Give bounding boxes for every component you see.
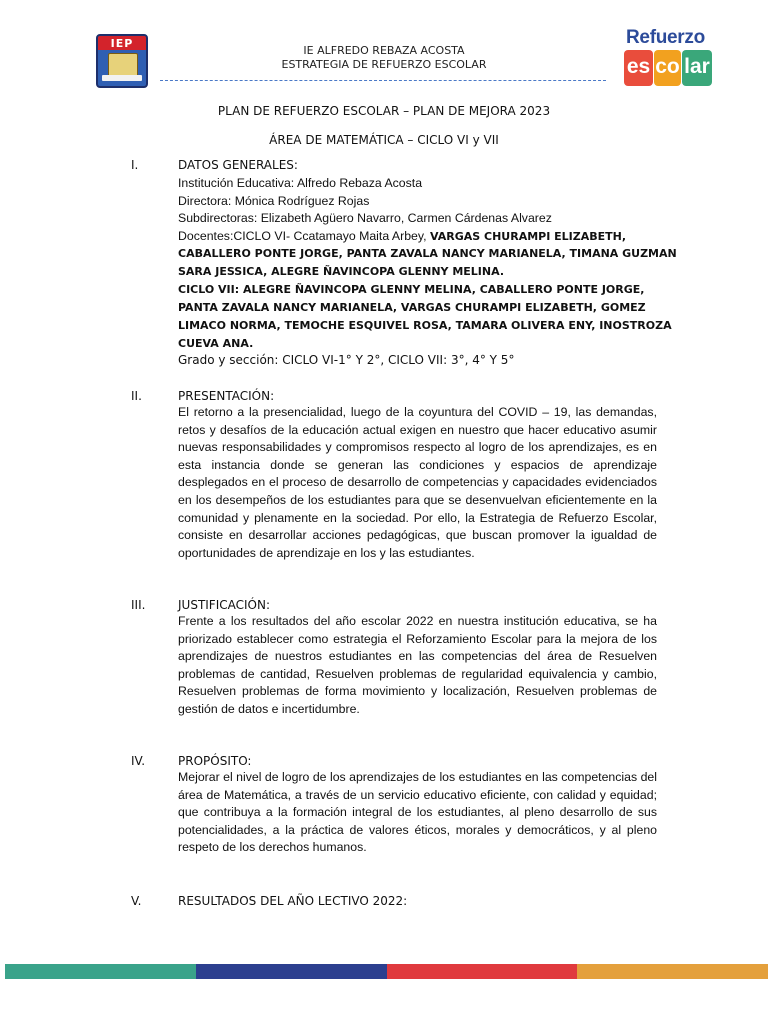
teachers-line-4: CICLO VII: ALEGRE ÑAVINCOPA GLENNY MELINA, CABALLERO PONTE JORGE, [178,283,645,297]
footer-segment-navy [196,964,387,979]
section-2-number: II. [131,389,142,403]
section-4-number: IV. [131,754,146,768]
area-title: ÁREA DE MATEMÁTICA – CICLO VI y VII [269,133,499,147]
school-crest-logo [96,34,148,88]
escolar-block-1: es [624,50,653,86]
section-4-heading: PROPÓSITO: [178,754,252,768]
section-1-number: I. [131,158,139,172]
section-3-heading: JUSTIFICACIÓN: [178,598,271,612]
document-header [160,44,608,72]
section-3-number: III. [131,598,146,612]
teachers-prefix: Docentes:CICLO VI- Ccatamayo Maita Arbey, [178,228,430,243]
teachers-line [178,228,678,246]
teachers-bold-start: VARGAS CHURAMPI ELIZABETH, [429,229,627,243]
footer-segment-teal [5,964,196,979]
refuerzo-escolar-logo [624,28,710,92]
director-line: Directora: Mónica Rodríguez Rojas [178,193,370,208]
footer-color-bar [5,964,768,979]
escolar-block-2: co [654,50,681,86]
section-5-heading: RESULTADOS DEL AÑO LECTIVO 2022: [178,894,408,908]
section-1-heading: DATOS GENERALES: [178,158,298,172]
teachers-line-2: CABALLERO PONTE JORGE, PANTA ZAVALA NANCY MARIANELA, TIMANA GUZMAN [178,247,677,261]
escolar-block-3: lar [682,50,712,86]
school-logo-text: IEP [110,37,134,50]
footer-segment-red [387,964,578,979]
escolar-logo-blocks [624,50,713,88]
plan-title: PLAN DE REFUERZO ESCOLAR – PLAN DE MEJORA 2023 [217,104,551,118]
section-3-body: Frente a los resultados del año escolar 2022 en nuestra institución educativa, se ha priorizado establecer como estrategia el Reforzamiento Escolar para la mejora de los aprendizajes de nuestros estudiantes en las competencias del área de Resuelven problemas de cantidad, Resuelven problemas de regularidad equivalencia y cambio, Resuelven problemas de forma movimiento y localización, Resuelven problemas de gestión de datos e incertidumbre. [178,614,657,716]
school-name: IE ALFREDO REBAZA ACOSTA [303,44,465,57]
teachers-line-7: CUEVA ANA. [178,337,254,351]
teachers-line-5: PANTA ZAVALA NANCY MARIANELA, VARGAS CHURAMPI ELIZABETH, GOMEZ [178,301,646,315]
refuerzo-logo-word: Refuerzo [626,27,705,48]
teachers-line-6: LIMACO NORMA, TEMOCHE ESQUIVEL ROSA, TAMARA OLIVERA ENY, INOSTROZA [178,319,672,333]
section-5-number: V. [131,894,142,908]
section-2-body: El retorno a la presencialidad, luego de la coyuntura del COVID – 19, las demandas, retos y desafíos de la educación actual exigen en nuestro que hacer educativo asumir nuevas responsabilidades y compromisos respecto al logro de los aprendizajes, es en esta instancia donde se generan las condiciones y espacios de aprendizaje desplegados en el proceso de desarrollo de competencias y capacidades evidenciados en los desempeños de los estudiantes para que se desenvuelvan eficientemente en la comunidad y plenamente en la sociedad. Por ello, la Estrategia de Refuerzo Escolar, consiste en desarrollar acciones pedagógicas, que buscan promover la igualdad de oportunidades de aprendizaje en los y las estudiantes. [178,405,657,560]
strategy-name: ESTRATEGIA DE REFUERZO ESCOLAR [281,58,487,71]
header-divider [160,80,606,81]
footer-segment-orange [577,964,768,979]
section-4-body: Mejorar el nivel de logro de los aprendizajes de los estudiantes en las competencias del área de Matemática, a través de un servicio educativo eficiente, con calidad y equidad; que contribuya a la formación integral de los estudiantes, al pleno desarrollo de sus potencialidades, a la práctica de valores éticos, morales y democráticos, y al pleno respeto de los derechos humanos. [178,770,657,855]
subdirectors-line: Subdirectoras: Elizabeth Agüero Navarro, Carmen Cárdenas Alvarez [178,211,552,226]
institution-line: Institución Educativa: Alfredo Rebaza Acosta [178,176,423,190]
section-1-body [178,175,678,367]
teachers-line-3: SARA JESSICA, ALEGRE ÑAVINCOPA GLENNY MELINA. [178,265,505,279]
grade-section-line: Grado y sección: CICLO VI-1° Y 2°, CICLO VII: 3°, 4° Y 5° [178,353,515,368]
section-2-heading: PRESENTACIÓN: [178,389,275,403]
